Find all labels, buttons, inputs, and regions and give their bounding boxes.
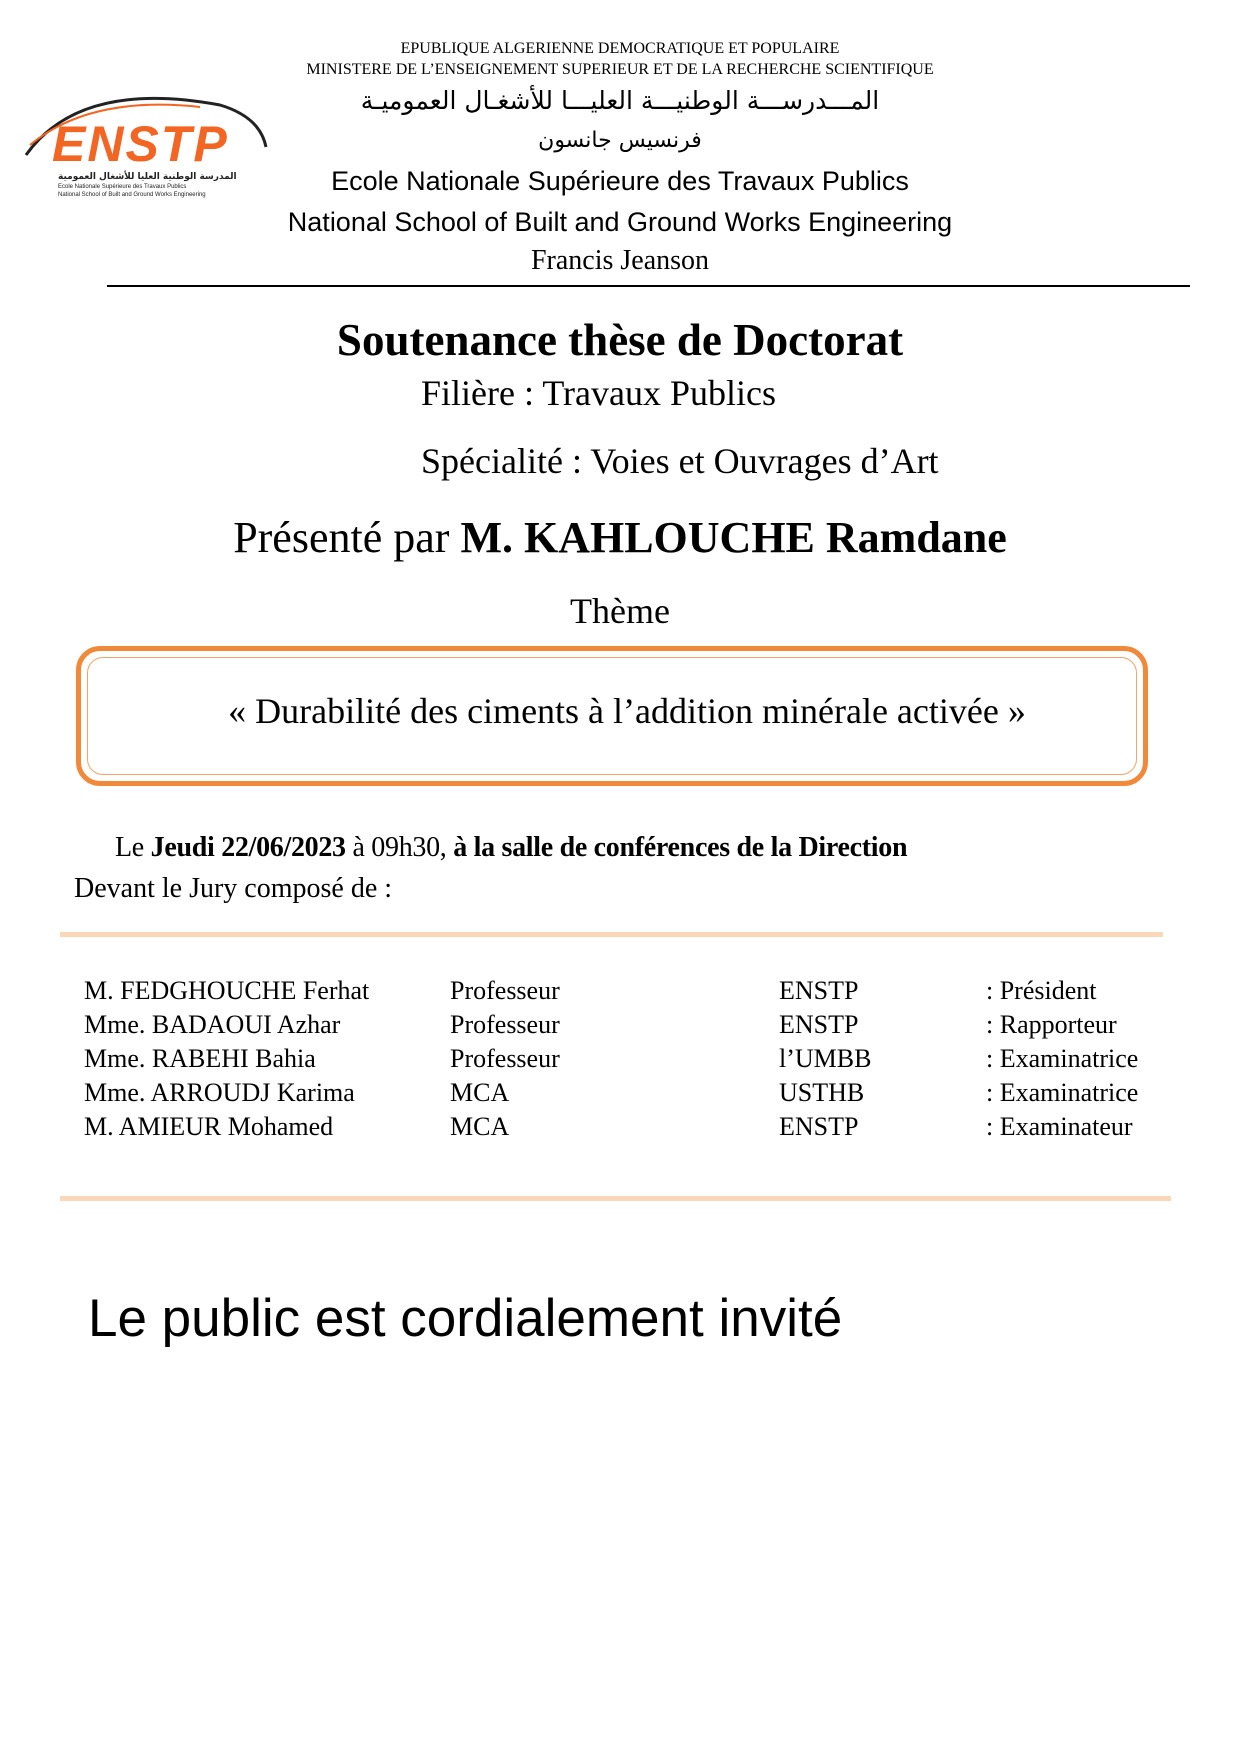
- english-school-name: National School of Built and Ground Works Engineering: [287, 207, 953, 237]
- public-invitation: Le public est cordialement invité: [88, 1289, 843, 1348]
- jury-member-role: : Examinatrice: [986, 1044, 1139, 1073]
- logo-acronym: ENSTP: [52, 116, 229, 172]
- school-name: Francis Jeanson: [530, 245, 710, 276]
- schedule-line: [115, 832, 907, 864]
- jury-member-role: : Rapporteur: [986, 1010, 1117, 1039]
- jury-member-name: Mme. ARROUDJ Karima: [84, 1078, 355, 1107]
- arabic-school-name: المـــدرســـة الوطنيـــة العليـــا للأشغـال العموميـة: [360, 86, 880, 115]
- arabic-school-title: فرنسيس جانسون: [538, 128, 702, 153]
- logo-french-caption: Ecole Nationale Supérieure des Travaux Publics: [58, 184, 187, 190]
- jury-member-name: M. FEDGHOUCHE Ferhat: [84, 976, 370, 1005]
- logo-english-caption: National School of Built and Ground Works Engineering: [58, 192, 206, 198]
- specialite-line: Spécialité : Voies et Ouvrages d’Art: [421, 441, 939, 481]
- schedule-time: à 09h30,: [345, 832, 454, 863]
- jury-member-grade: Professeur: [450, 1044, 560, 1073]
- logo-arabic-caption: المدرسة الوطنية العليا للأشغال العمومية: [58, 172, 237, 182]
- jury-bottom-divider: [60, 1196, 1171, 1201]
- jury-member-role: : Examinatrice: [986, 1078, 1139, 1107]
- jury-intro: Devant le Jury composé de :: [74, 873, 393, 904]
- jury-top-divider: [60, 932, 1163, 937]
- jury-member-name: Mme. RABEHI Bahia: [84, 1044, 316, 1073]
- filiere-line: Filière : Travaux Publics: [421, 373, 777, 413]
- schedule-prefix: Le: [115, 832, 151, 863]
- theme-label: Thème: [570, 591, 670, 631]
- schedule-place: à la salle de conférences de la Direction: [453, 832, 908, 863]
- presented-prefix: Présenté par: [233, 513, 461, 562]
- jury-member-role: : Examinateur: [986, 1112, 1133, 1141]
- jury-member-grade: Professeur: [450, 976, 560, 1005]
- theme-text: « Durabilité des ciments à l’addition minérale activée »: [228, 691, 1026, 731]
- header-divider: [107, 285, 1190, 287]
- ministry-heading: MINISTERE DE L’ENSEIGNEMENT SUPERIEUR ET DE LA RECHERCHE SCIENTIFIQUE: [306, 61, 934, 78]
- jury-member-role: : Président: [986, 976, 1097, 1005]
- jury-member-grade: Professeur: [450, 1010, 560, 1039]
- jury-member-grade: MCA: [450, 1078, 510, 1107]
- jury-member-institution: ENSTP: [779, 1010, 859, 1039]
- candidate-name: M. KAHLOUCHE Ramdane: [460, 513, 1007, 562]
- page-title: Soutenance thèse de Doctorat: [336, 315, 904, 365]
- french-school-name: Ecole Nationale Supérieure des Travaux Publics: [331, 166, 909, 196]
- jury-member-institution: l’UMBB: [779, 1044, 872, 1073]
- schedule-date: Jeudi 22/06/2023: [150, 832, 346, 863]
- jury-member-name: M. AMIEUR Mohamed: [84, 1112, 334, 1141]
- jury-member-institution: ENSTP: [779, 976, 859, 1005]
- jury-member-institution: ENSTP: [779, 1112, 859, 1141]
- republic-heading: EPUBLIQUE ALGERIENNE DEMOCRATIQUE ET POPULAIRE: [400, 40, 840, 57]
- jury-member-grade: MCA: [450, 1112, 510, 1141]
- jury-member-name: Mme. BADAOUI Azhar: [84, 1010, 341, 1039]
- jury-member-institution: USTHB: [779, 1078, 865, 1107]
- presenter-line: [0, 512, 1240, 563]
